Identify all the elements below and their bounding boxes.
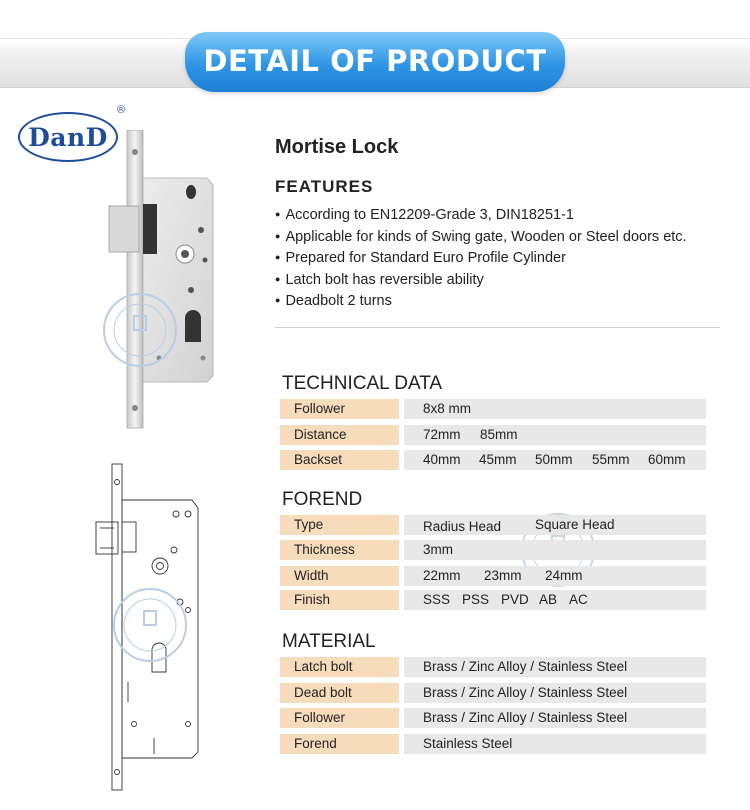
spec-row-width: [280, 566, 706, 586]
spec-label: Thickness: [280, 540, 399, 560]
spec-label: Backset: [280, 450, 399, 470]
spec-label: Latch bolt: [280, 657, 399, 677]
spec-row-backset: [280, 450, 706, 470]
spec-value: Brass / Zinc Alloy / Stainless Steel: [423, 710, 628, 725]
spec-label: Finish: [280, 590, 399, 610]
spec-value: Brass / Zinc Alloy / Stainless Steel: [423, 659, 628, 674]
spec-row-forend-material: [280, 734, 706, 754]
spec-row-dead-bolt: [280, 683, 706, 703]
bullet-icon: ●: [275, 252, 281, 262]
spec-value: 72mm: [423, 427, 461, 442]
spec-row-finish: [280, 590, 706, 610]
spec-value: 22mm: [423, 568, 461, 583]
lock-photo-image: [95, 130, 220, 430]
spec-label: Dead bolt: [280, 683, 399, 703]
features-heading: FEATURES: [275, 177, 374, 196]
spec-value: 24mm: [545, 568, 583, 583]
spec-row-latch-bolt: [280, 657, 706, 677]
spec-row-follower-material: [280, 708, 706, 728]
section-divider: [275, 327, 720, 328]
spec-label: Follower: [280, 399, 399, 419]
spec-label: Type: [280, 515, 399, 535]
spec-label: Distance: [280, 425, 399, 445]
spec-value: 55mm: [592, 452, 630, 467]
bullet-icon: ●: [275, 230, 281, 241]
bullet-icon: ●: [275, 295, 281, 305]
feature-item: ● Prepared for Standard Euro Profile Cylinder: [275, 247, 687, 269]
spec-value: 45mm: [479, 452, 517, 467]
spec-row-type: [280, 515, 706, 535]
spec-value: Stainless Steel: [423, 736, 513, 751]
spec-value: 3mm: [423, 542, 453, 557]
spec-value: PVD: [501, 592, 529, 607]
bullet-icon: ●: [275, 273, 281, 284]
feature-item: ● Applicable for kinds of Swing gate, Wooden or Steel doors etc.: [275, 226, 687, 248]
spec-value: Square Head: [535, 517, 615, 532]
spec-label: Follower: [280, 708, 399, 728]
technical-data-heading: TECHNICAL DATA: [282, 373, 443, 394]
spec-value: 8x8 mm: [423, 401, 472, 416]
spec-value: 60mm: [648, 452, 686, 467]
brand-logo-text: DanD: [28, 122, 108, 152]
spec-label: Width: [280, 566, 399, 586]
banner-title: DETAIL OF PRODUCT: [203, 44, 547, 78]
spec-value: 23mm: [484, 568, 522, 583]
spec-value: AC: [569, 592, 588, 607]
spec-row-distance: [280, 425, 706, 445]
bullet-icon: ●: [275, 209, 281, 219]
feature-item: ● Deadbolt 2 turns: [275, 290, 687, 312]
product-name: Mortise Lock: [275, 136, 399, 158]
spec-value: Radius Head: [423, 519, 502, 534]
spec-value: Brass / Zinc Alloy / Stainless Steel: [423, 685, 628, 700]
spec-value: 85mm: [480, 427, 518, 442]
features-list: [275, 204, 687, 312]
spec-value: 40mm: [423, 452, 461, 467]
spec-value: PSS: [462, 592, 490, 607]
spec-row-thickness: [280, 540, 706, 560]
spec-value: AB: [539, 592, 558, 607]
feature-item: ● Latch bolt has reversible ability: [275, 269, 687, 291]
forend-heading: FOREND: [282, 489, 363, 510]
registered-mark: ®: [117, 104, 126, 116]
spec-value: 50mm: [535, 452, 573, 467]
feature-item: ● According to EN12209-Grade 3, DIN18251-1: [275, 204, 687, 226]
spec-row-follower: [280, 399, 706, 419]
spec-label: Forend: [280, 734, 399, 754]
lock-drawing-image: [92, 462, 217, 792]
material-heading: MATERIAL: [282, 631, 376, 652]
spec-value: SSS: [423, 592, 451, 607]
